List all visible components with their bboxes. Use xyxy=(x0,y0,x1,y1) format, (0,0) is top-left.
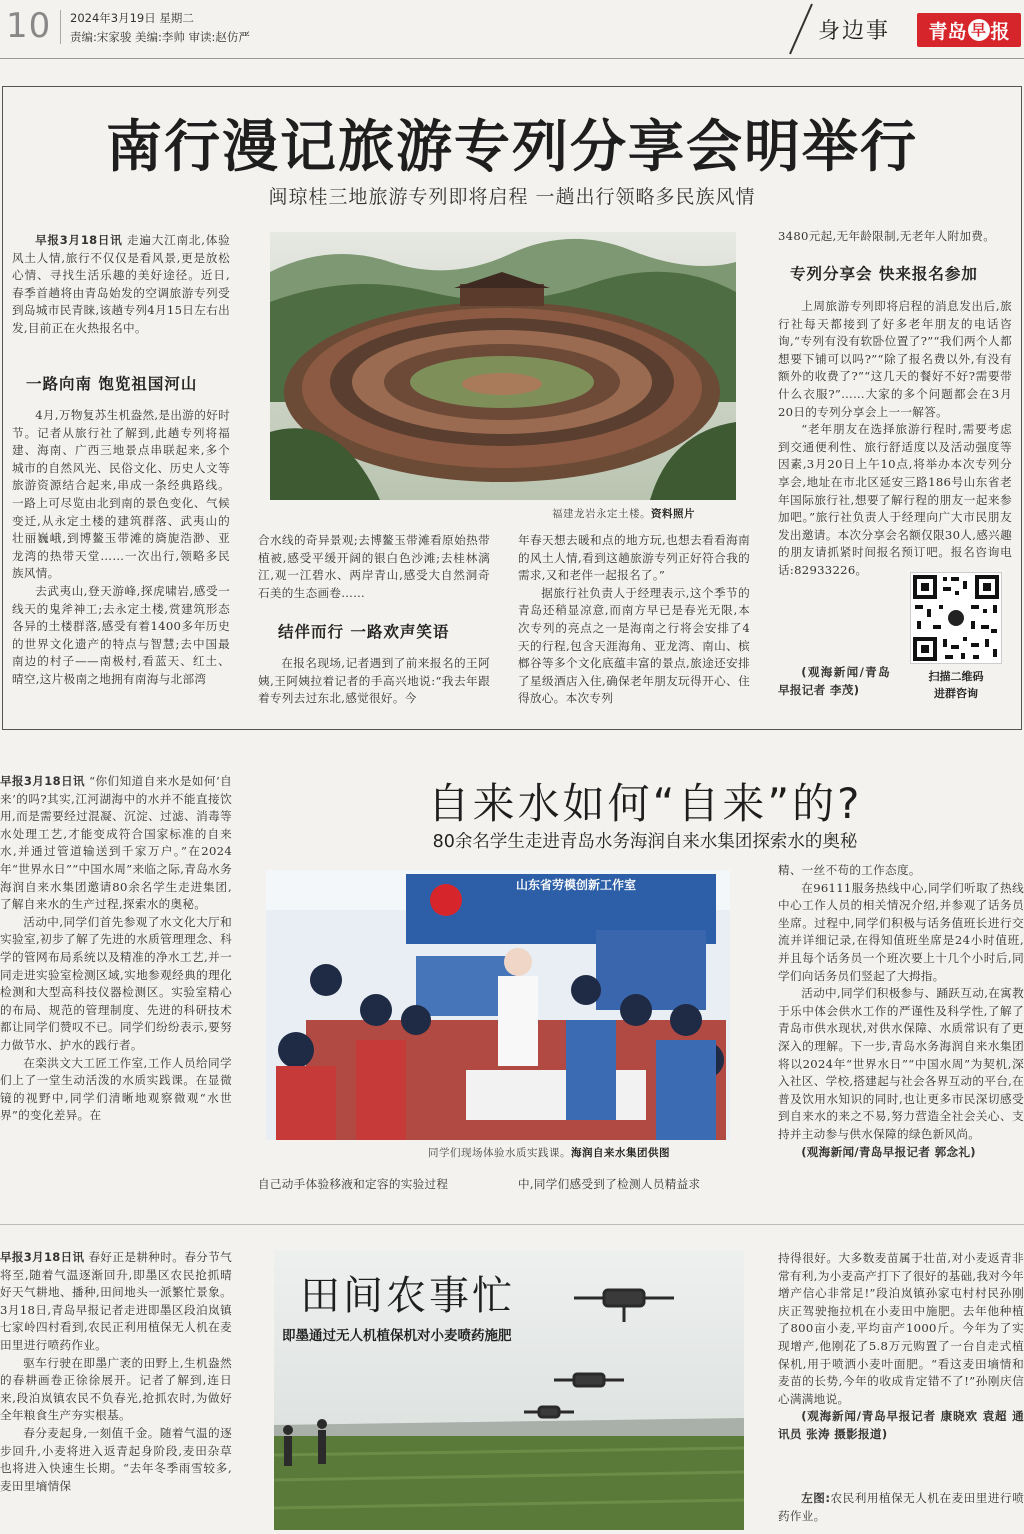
story1-col4-tail: (观海新闻/青岛早报记者 李茂) xyxy=(778,665,890,697)
header-rule xyxy=(0,58,1024,59)
story1-subhead-2: 结伴而行 一路欢声笑语 xyxy=(278,623,450,641)
story1-subheadline: 闽琼桂三地旅游专列即将启程 一趟出行领略多民族风情 xyxy=(268,186,756,208)
story3-photo-caption: 左图:农民利用植保无人机在麦田里进行喷药作业。 xyxy=(778,1491,1024,1523)
story2-subheadline: 80余名学生走进青岛水务海润自来水集团探索水的奥秘 xyxy=(432,832,858,852)
board-text: 山东省劳模创新工作室 xyxy=(516,878,637,892)
page-number: 10 xyxy=(6,6,52,46)
story2-headline: 自来水如何“自来”的? xyxy=(427,779,863,828)
issue-date: 2024年3月19日 星期二 xyxy=(70,11,194,25)
students-photo xyxy=(266,870,730,1140)
story3-headline: 田间农事忙 xyxy=(300,1273,515,1319)
story1-col2-bottom: 在报名现场,记者遇到了前来报名的王阿姨,王阿姨拉着记者的手高兴地说:“我去年跟着专列去过东北,感觉很好。今 xyxy=(258,656,490,706)
story2-bottom-mid: 中,同学们感受到了检测人员精益求 xyxy=(518,1177,701,1191)
qr-caption: 扫描二维码 进群咨询 xyxy=(928,670,984,700)
story1-headline: 南行漫记旅游专列分享会明举行 xyxy=(106,115,918,180)
header-divider xyxy=(60,10,61,44)
dateline: 早报3月18日讯 xyxy=(35,233,123,247)
editor-credits: 责编:宋家骏 美编:李帅 审读:赵仿严 xyxy=(70,30,250,44)
students-caption: 同学们现场体验水质实践课。海润自来水集团供图 xyxy=(428,1147,670,1159)
story1-col4-mid: 上周旅游专列即将启程的消息发出后,旅行社每天都接到了好多老年朋友的电话咨询,“专列有没有软卧位置了?”“我们两个人都想要下铺可以吗?”“除了报名费以外,有没有额外的收费了?”“这几天的餐好不好?需要带什么衣服?”……大家的多个问题都会在3月20日的专列分享会上一一解答。 “老年朋友在选择旅游行程时,需要考虑到交通便利性、旅行舒适度以及活动强度等因素,3月20日上午10点,将举办本次专列分享会,地址在市北区延安三路186号山东省老年国际旅行社,想要了解行程的朋友一起来参加吧。”旅行社负责人于经理向广大市民朋友发出邀请。本次分享会名额仅限30人,感兴趣的朋友请抓紧时间报名预订吧。报名咨询电话:82933226。 xyxy=(778,299,1012,577)
story1-col1-top: 早报3月18日讯 走遍大江南北,体验风土人情,旅行不仅仅是看风景,更是放松心情、寻找生活乐趣的美好途径。近日,春季首趟将由青岛始发的空调旅游专列受到岛城市民青睐,该趟专列4月15日左右出发,目前正在火热报名中。 xyxy=(12,233,231,335)
tulou-photo xyxy=(270,232,736,500)
story3-subheadline: 即墨通过无人机植保机对小麦喷药施肥 xyxy=(282,1328,512,1344)
section-name: 身边事 xyxy=(818,19,891,44)
page-header xyxy=(0,0,1024,60)
story1-subhead-3: 专列分享会 快来报名参加 xyxy=(790,265,978,283)
story2-col1: 早报3月18日讯 “你们知道自来水是如何‘自来’的吗?其实,江河湖海中的水并不能直接饮用,而是需要经过混凝、沉淀、过滤、消毒等水处理工艺,才能变成符合国家标准的自来水,并通过管道输送到千家万户。”在2024年“世界水日”“中国水周”来临之际,青岛水务海润自来水集团邀请80余名学生走进集团,了解自来水的生产过程,探索水的奥秘。 活动中,同学们首先参观了水文化大厅和实验室,初步了解了先进的水质管理理念、科学的管网布局系统以及精准的净水工艺,并一同走进实验室检测区域,实地参观经典的理化检测和大型高科技仪器检测区。实验室精心的布局、规范的管理制度、先进的科研技术都让同学们赞叹不已。同学们纷纷表示,要努力做节水、护水的践行者。 在栾洪文大工匠工作室,工作人员给同学们上了一堂生动活泼的水质实践课。在显微镜的视野中,同学们清晰地观察微观“水世界”的变化差异。在 xyxy=(0,774,232,1123)
story1-subhead-1: 一路向南 饱览祖国河山 xyxy=(26,375,198,393)
story1-col4-top: 3480元起,无年龄限制,无老年人附加费。 xyxy=(778,229,996,243)
story2-col3: 精、一丝不苟的工作态度。 在96111服务热线中心,同学们听取了热线中心工作人员的相关情况介绍,并参观了话务员坐席。过程中,同学们积极与话务值班长进行交流并详细记录,在得知值班坐席是24小时值班,并且每个话务员一个班次要上十几个小时后,同学们向话务员们竖起了大拇指。 活动中,同学们积极参与、踊跃互动,在寓教于乐中体会供水工作的严谨性及科学性,了解了青岛市供水现状,对供水保障、水质常识有了更深入的理解。下一步,青岛水务海润自来水集团将以2024年“世界水日”“中国水周”为契机,深入社区、学校,搭建起与社会各界互动的平台,在普及饮用水知识的同时,也让更多市民深切感受到自来水的来之不易,努力营造全社会关心、支持并主动参与供水保障的绿色新风尚。 (观海新闻/青岛早报记者 郭念礼) xyxy=(778,863,1024,1159)
story3-col1: 早报3月18日讯 春好正是耕种时。春分节气将至,随着气温逐渐回升,即墨区农民抢抓晴好天气耕地、播种,田间地头一派繁忙景象。3月18日,青岛早报记者走进即墨区段泊岚镇七家岭四村看到,农民正利用植保无人机在麦田里进行喷药作业。 驱车行驶在即墨广袤的田野上,生机盎然的春耕画卷正徐徐展开。记者了解到,连日来,段泊岚镇农民不负春光,抢抓农时,为做好全年粮食生产夯实根基。 春分麦起身,一刻值千金。随着气温的逐步回升,小麦将进入返青起身阶段,麦田杂草也将进入快速生长期。“去年冬季雨雪较多,麦田里墒情保 xyxy=(0,1250,232,1493)
story-divider xyxy=(0,1224,1024,1225)
story1-col3: 年春天想去暖和点的地方玩,也想去看看海南的风土人情,看到这趟旅游专列正好符合我的需求,又和老伴一起报名了。” 据旅行社负责人于经理表示,这个季节的青岛还稍显凉意,而南方早已是春光无限,本次专列的亮点之一是海南之行将会安排了4天的行程,包含天涯海角、亚龙湾、南山、槟榔谷等多个文化底蕴丰富的景点,旅途还安排了星级酒店入住,确保老年朋友玩得开心、住得放心。本次专列 xyxy=(518,533,750,706)
qr-code[interactable] xyxy=(910,572,1002,664)
section-slash xyxy=(788,2,814,56)
newspaper-logo: 青岛 早 报 xyxy=(917,13,1021,47)
story1-col2-top: 合水线的奇异景观;去博鳌玉带滩看原始热带植被,感受平缓开阔的银白色沙滩;去桂林漓江,观一江碧水、两岸青山,感受大自然洞奇石美的生态画卷…… xyxy=(258,533,490,600)
story3-col2: 持得很好。大多数麦苗属于壮苗,对小麦返青非常有利,为小麦高产打下了很好的基础,我对今年增产信心非常足!”段泊岚镇孙家屯村村民孙刚庆正驾驶拖拉机在小麦田中施肥。去年他种植了800亩小麦,平均亩产1000斤。今年为了实现增产,他刚花了5.8万元购置了一台自走式植保机,用于喷洒小麦叶面肥。“看这麦田墒情和麦苗的长势,今年的收成肯定错不了!”孙刚庆信心满满地说。 (观海新闻/青岛早报记者 康晓欢 袁超 通讯员 张涛 摄影报道) xyxy=(778,1251,1024,1441)
story2-bottom-left: 自己动手体验移液和定容的实验过程 xyxy=(258,1177,449,1191)
story1-col1-bottom: 4月,万物复苏生机盎然,是出游的好时节。记者从旅行社了解到,此趟专列将福建、海南、广西三地景点串联起来,多个城市的自然风光、民俗文化、历史人文等旅游资源结合起来,串成一条经典路线。一路上可尽览由北到南的景色变化、气候变迁,从永定土楼的建筑群落、武夷山的壮丽巍峨,到博鳌玉带滩的旖旎浩渺、亚龙湾的热带天堂……一次出行,领略多民族风情。 去武夷山,登天游峰,探虎啸岩,感受一线天的鬼斧神工;去永定土楼,赏建筑形态各异的土楼群落,感受有着1400多年历史的世界文化遗产的特点与智慧;去中国最南边的村子——南极村,看蓝天、红土、晴空,这片极南之地拥有南海与北部湾 xyxy=(12,408,230,686)
tulou-caption: 福建龙岩永定土楼。资料照片 xyxy=(552,508,695,520)
